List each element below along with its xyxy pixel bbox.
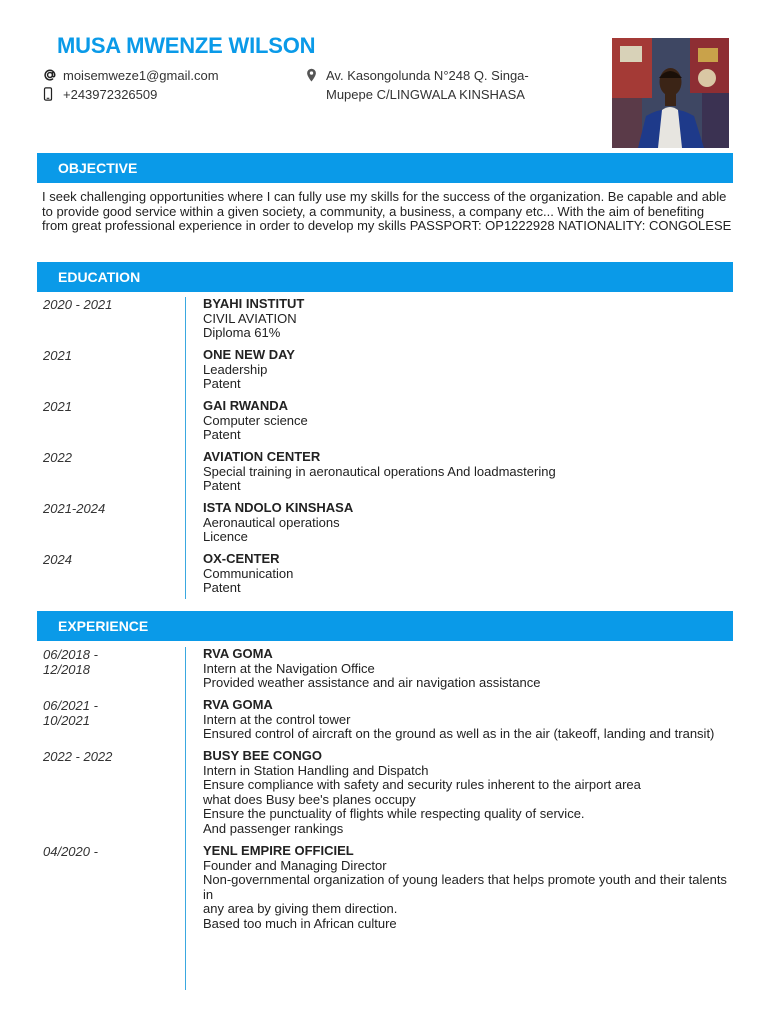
entry-title: ONE NEW DAY — [203, 347, 295, 362]
entry-details — [203, 698, 737, 742]
entry-details — [203, 647, 737, 691]
entry-title: ISTA NDOLO KINSHASA — [203, 500, 354, 515]
entry-date-line: 06/2018 - — [43, 647, 98, 662]
entry-line: Patent — [203, 427, 241, 443]
entry-title: GAI RWANDA — [203, 398, 288, 413]
entry-line: Founder and Managing Director — [203, 857, 387, 873]
entry-date-line: 06/2021 - — [43, 698, 98, 713]
entry-date-line: 12/2018 — [43, 662, 90, 677]
entry-line: Patent — [203, 376, 241, 392]
candidate-name: MUSA MWENZE WILSON — [57, 33, 316, 58]
experience-entry — [37, 698, 737, 742]
entry-date — [37, 698, 203, 742]
phone-text: +243972326509 — [63, 87, 158, 102]
entry-line: Special training in aeronautical operations And loadmastering — [203, 463, 556, 479]
experience-header: EXPERIENCE — [37, 611, 733, 641]
experience-entry — [37, 647, 737, 691]
entry-line: any area by giving them direction. — [203, 901, 398, 917]
entry-date: 2021 — [43, 348, 72, 363]
entry-line: Aeronautical operations — [203, 514, 340, 530]
entry-line: Based too much in African culture — [203, 915, 397, 931]
education-entry — [37, 399, 737, 443]
entry-line: Intern at the Navigation Office — [203, 660, 375, 676]
entry-date — [37, 844, 203, 932]
timeline-line — [185, 297, 186, 599]
entry-line: Non-governmental organization of young leaders that helps promote youth and their talents in — [203, 872, 727, 902]
objective-text: I seek challenging opportunities where I can fully use my skills for the success of the organization. Be capable and able to provide good service within a given society, a community, a business, a company etc... With the aim of benefiting from great professional experience in order to develop my skills PASSPORT: OP1222928 NATIONALITY: CONGOLESE — [42, 189, 732, 233]
experience-entry — [37, 844, 737, 932]
entry-details — [203, 450, 737, 494]
entry-date-line: 2022 - 2022 — [43, 749, 113, 764]
entry-date-line: 04/2020 - — [43, 844, 98, 859]
entry-title: OX-CENTER — [203, 551, 280, 566]
entry-line: Computer science — [203, 412, 308, 428]
education-timeline — [37, 297, 737, 603]
entry-date: 2022 — [43, 450, 72, 465]
education-header: EDUCATION — [37, 262, 733, 292]
entry-title: RVA GOMA — [203, 646, 273, 661]
at-icon — [43, 66, 63, 82]
address-row — [306, 66, 541, 104]
entry-title: RVA GOMA — [203, 697, 273, 712]
entry-date: 2020 - 2021 — [43, 297, 113, 312]
entry-details — [203, 749, 737, 837]
entry-line: Intern at the control tower — [203, 711, 351, 727]
entry-details — [203, 552, 737, 596]
entry-title: YENL EMPIRE OFFICIEL — [203, 843, 354, 858]
entry-title: AVIATION CENTER — [203, 449, 321, 464]
entry-date — [37, 647, 203, 691]
entry-line: Ensure the punctuality of flights while respecting quality of service. — [203, 806, 585, 822]
education-entry — [37, 297, 737, 341]
entry-line: Ensured control of aircraft on the ground as well as in the air (takeoff, landing and transit) — [203, 726, 715, 742]
entry-line: Licence — [203, 529, 248, 545]
entry-line: CIVIL AVIATION — [203, 310, 297, 326]
experience-entry — [37, 749, 737, 837]
entry-date: 2021 — [43, 399, 72, 414]
education-entry — [37, 348, 737, 392]
education-entry — [37, 450, 737, 494]
entry-date: 2021-2024 — [43, 501, 106, 516]
entry-details — [203, 501, 737, 545]
education-entry — [37, 501, 737, 545]
entry-line: And passenger rankings — [203, 820, 344, 836]
entry-details — [203, 297, 737, 341]
address-text: Av. Kasongolunda N°248 Q. Singa-Mupepe C/LINGWALA KINSHASA — [326, 68, 529, 102]
entry-line: Diploma 61% — [203, 325, 281, 341]
map-pin-icon — [306, 66, 326, 82]
entry-line: Intern in Station Handling and Dispatch — [203, 762, 429, 778]
contact-right — [306, 66, 541, 104]
entry-title: BYAHI INSTITUT — [203, 296, 305, 311]
entry-line: Patent — [203, 580, 241, 596]
profile-photo — [612, 38, 729, 148]
entry-title: BUSY BEE CONGO — [203, 748, 322, 763]
entry-line: Leadership — [203, 361, 268, 377]
entry-line: Communication — [203, 565, 294, 581]
entry-date: 2024 — [43, 552, 72, 567]
email-row — [43, 66, 219, 85]
entry-details — [203, 399, 737, 443]
entry-date-line: 10/2021 — [43, 713, 90, 728]
contact-left — [43, 66, 219, 104]
phone-icon — [43, 85, 63, 101]
entry-details — [203, 348, 737, 392]
entry-line: Provided weather assistance and air navigation assistance — [203, 675, 541, 691]
email-text: moisemweze1@gmail.com — [63, 68, 219, 83]
entry-line: what does Busy bee's planes occupy — [203, 791, 416, 807]
phone-row — [43, 85, 219, 104]
objective-header: OBJECTIVE — [37, 153, 733, 183]
entry-line: Ensure compliance with safety and security rules inherent to the airport area — [203, 777, 641, 793]
timeline-line — [185, 647, 186, 990]
entry-line: Patent — [203, 478, 241, 494]
entry-details — [203, 844, 737, 932]
entry-date — [37, 749, 203, 837]
education-entry — [37, 552, 737, 596]
experience-timeline — [37, 647, 737, 939]
